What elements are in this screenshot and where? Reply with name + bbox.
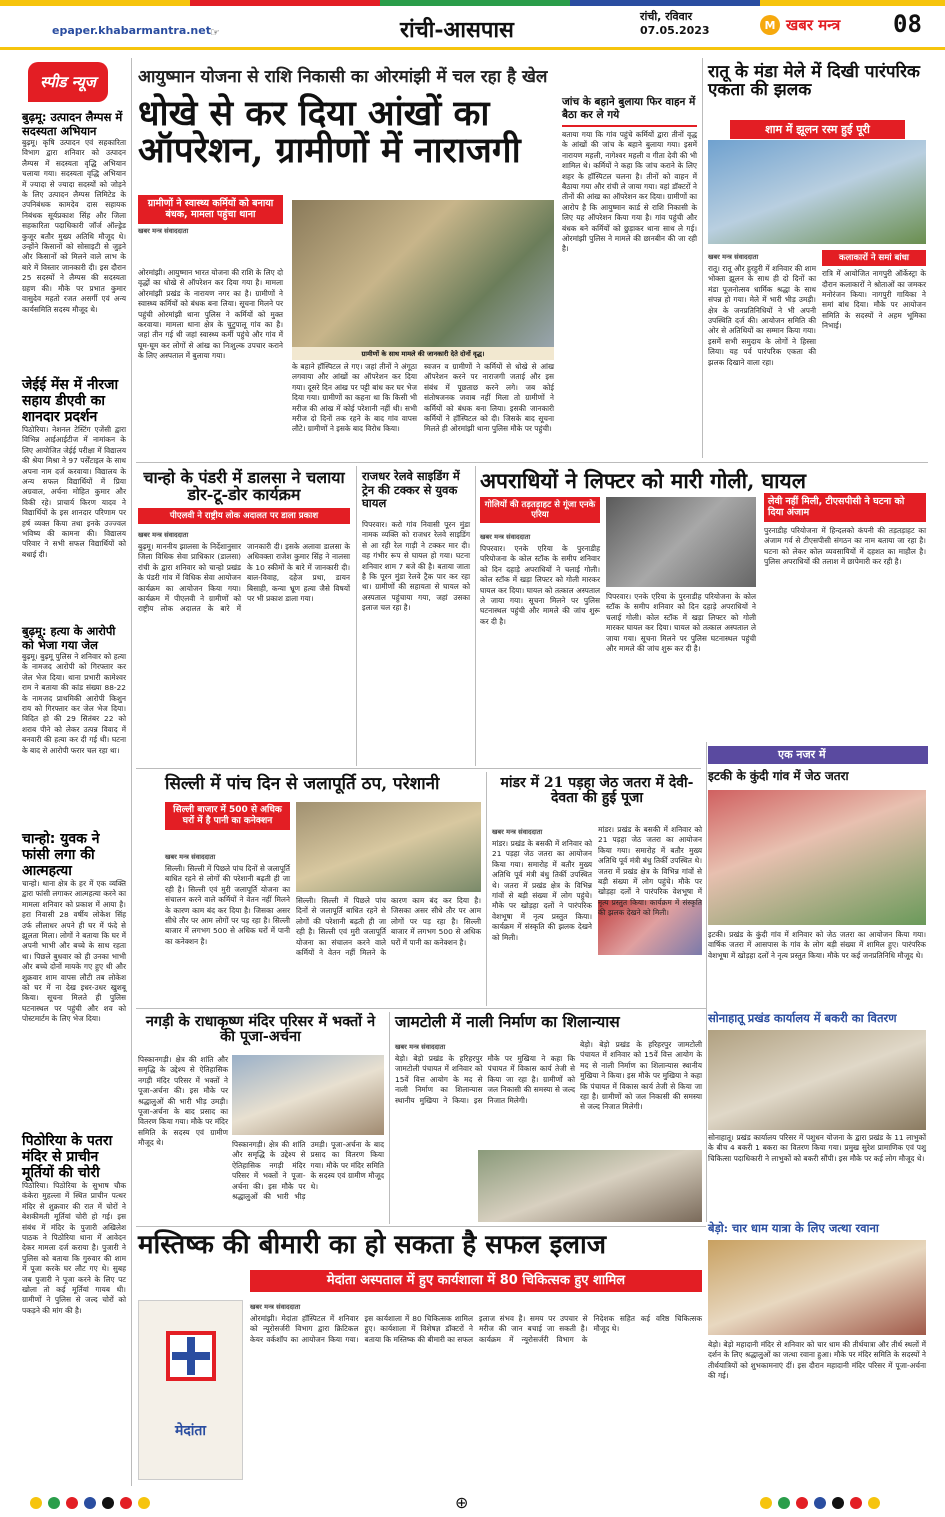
cursor-icon: ☞ (210, 26, 220, 39)
nazar-item1-photo (708, 790, 926, 925)
lifter-story (480, 530, 600, 759)
silli-text-col2: सिल्ली। सिल्ली में पिछले पांच दिनों से जलापूर्ति बाधित रहने से लोगों की परेशानी बढ़ती ही जा रही है। सिल्ली एवं मुरी जलापूर्ति योजना का संचालन करने वाले कर्मियों ने वेतन नहीं मिलने के कारण काम बंद कर दिया है। जिसका असर सीधे तौर पर आम लोगों पर पड़ रहा है। सिल्ली बाजार में लगभग 500 से अधिक घरों में पानी का कनेक्शन है। (296, 896, 481, 958)
mandar-headline: मांडर में 21 पड़हा जेठ जतरा में देवी-देवता की हुई पूजा (500, 775, 694, 806)
sidebar-item-text: बुढ़मू। कृषि उत्पादन एवं सहकारिता विभाग द्वारा शनिवार को उत्पादन लैम्पस में सदस्यता वृद्धि अभियान चलाया गया। सदस्यता वृद्धि अभियान में ज्यादा से ज्यादा सदस्यों को जोड़ने के लिए उत्पादन लैम्पस लिमिटेड के उपनिबंधक कामदेव दास सहायक निबंधक सूर्यप्रकाश सिंह और जिला सहकारिता पदाधिकारी जॉर्ज ऑल्ड्रेड कुजूर बतौर मुख्य अतिथि मौजूद थे। उन्होंने किसानों को सोसाइटी से जुड़ने और किसानों को मिलने वाले लाभ के बारे में विस्तार जानकारी दी। इस दौरान 25 सदस्यों ने लैम्पस की सदस्यता ग्रहण की। मौके पर प्रभात कुमार वासुदेव महतो रजत असर्गी एवं अन्य कार्यसमिति सदस्य मौजूद थे। (22, 138, 126, 314)
jamtoli-text-col2: बेड़ो। बेड़ो प्रखंड के हरिहरपुर जामटोली पंचायत में शनिवार को 15वें वित्त आयोग के मद से नाली निर्माण का शिलान्यास स्थानीय मुखिया ने किया। इस मौके पर मुखिया ने कहा कि पंचायत में विकास कार्य तेजी से किया जा रहा है। ग्रामीणों को जल निकासी की समस्या से जल्द निजात मिलेगी। (580, 1040, 702, 1112)
page-footer (0, 1488, 945, 1517)
chanho-byline: खबर मन्त्र संवाददाता (138, 531, 189, 539)
page-number: 08 (893, 10, 922, 38)
nagdi-headline: नगड़ी के राधाकृष्ण मंदिर परिसर में भक्तों ने की पूजा-अर्चना (145, 1013, 376, 1046)
ratu-byline: खबर मन्त्र संवाददाता (708, 253, 759, 261)
medanta-text: ओरमांझी। मेदांता हॉस्पिटल में शनिवार को न्यूरोसर्जरी विभाग द्वारा क्रिटिकल केयर वर्कशॉप का आयोजन किया गया। इस कार्यशाला में 80 चिकित्सक शामिल हुए। कार्यशाला में विशेषज्ञ डॉक्टरों ने बताया कि मस्तिष्क की बीमारी का सफल इलाज संभव है। समय पर उपचार से मरीज की जान बचाई जा सकती है। कार्यक्रम में न्यूरोसर्जरी विभाग के निदेशक सहित कई वरिष्ठ चिकित्सक मौजूद थे। (250, 1314, 702, 1344)
silli-subheadline: सिल्ली बाजार में 500 से अधिक घरों में है पानी का कनेक्शन (165, 802, 290, 830)
lifter-side-text: पुरनाडीह परियोजना में हिन्दलको कंपनी की तड़तड़ाहट का अंजाम गर्व से टीएसपीसी संगठन का नाम बताया जा रहा है। घटना को लेकर कोल व्यवसायियों में दहशत का माहौल है। पुलिस अपराधियों की तलाश में छापेमारी कर रही है। (764, 525, 926, 566)
edition-date: 07.05.2023 (640, 24, 710, 37)
sidebar-item (22, 110, 126, 373)
mandar-story (492, 825, 592, 999)
silli-text: सिल्ली। सिल्ली में पिछले पांच दिनों से जलापूर्ति बाधित रहने से लोगों की परेशानी बढ़ती ही जा रही है। सिल्ली एवं मुरी जलापूर्ति योजना का संचालन करने वाले कर्मियों ने वेतन नहीं मिलने के कारण काम बंद कर दिया है। जिसका असर सीधे तौर पर आम लोगों पर पड़ रहा है। सिल्ली बाजार में लगभग 500 से अधिक घरों में पानी का कनेक्शन है। (165, 864, 290, 946)
lead-box-text: बताया गया कि गांव पहुंचे कर्मियों द्वारा तीनों वृद्ध के आंखों की जांच के बहाने बुलाया गया। इसमें नारायण महली, नागेश्वर महली व गीता देवी की भी शामिल थे। कर्मियों ने कहा कि जांच कराने के लिए शहर के हॉस्पिटल चलना है। तीनों को वाहन में बैठाया गया और रांची ले जाया गया। वहां डॉक्टरों ने तीनों की आंख का ऑपरेशन कर दिया। ग्रामीणों का आरोप है कि आयुष्मान कार्ड से राशि निकासी के लिए यह ऑपरेशन किया गया है। गांव पहुंची और बंधक बने कर्मियों को छुड़ाकर थाना साथ ले गई। ओरमांझी पुलिस ने मामले की छानबीन की जा रही है। (562, 130, 697, 254)
mandar-byline: खबर मन्त्र संवाददाता (492, 828, 543, 836)
silli-byline: खबर मन्त्र संवाददाता (165, 853, 216, 861)
lifter-byline: खबर मन्त्र संवाददाता (480, 533, 531, 541)
nazar-item3-text: बेड़ो। बेड़ो महादानी मंदिर से शनिवार को चार धाम की तीर्थयात्रा और तीर्थ स्थलों में दर्शन के लिए श्रद्धालुओं का जत्था रवाना हुआ। मौके पर मंदिर समिति के सदस्यों ने तीर्थयात्रियों को शुभकामनाएं दीं। इस दौरान महादानी मंदिर परिसर में पूजा-अर्चना की गई। (708, 1340, 926, 1381)
edition-city: रांची, रविवार (640, 10, 693, 23)
sidebar-item-head: जेईई मेंस में नीरजा सहाय डीएवी का शानदार प्रदर्शन (22, 377, 119, 425)
sidebar-item-text: बुढ़मू। बुढ़मू पुलिस ने शनिवार को हत्या के नामजद आरोपी को गिरफ्तार कर जेल भेज दिया। थाना प्रभारी कामेश्वर राम ने बताया की कांड संख्या 88-22 के नामजद प्राथमिकी आरोपी किशुन राय को गिरफ्तार कर जेल भेज दिया। विदित हो की 29 सितंबर 22 को शराब पीने को लेकर उत्पन्न विवाद में बनवारी की हत्या कर दी गई थी। घटना के बाद से आरोपी फरार चल रहा था। (22, 652, 126, 755)
medanta-logo: मेदांता (174, 1423, 207, 1439)
rajadhar-headline: राजधर रेलवे साइडिंग में ट्रेन की टक्कर से युवक घायल (362, 469, 460, 510)
ratu-text: रातू। रातू और हुरहुरी में शनिवार की शाम भोक्ता झूलन के साथ ही दो दिनों का मंडा पूजनोत्सव धार्मिक श्रद्धा के साथ संपन्न हो गया। मेले में भारी भीड़ उमड़ी। क्षेत्र के जनप्रतिनिधियों ने भी अपनी उपस्थिति दर्ज की। आयोजन समिति की ओर से अतिथियों का सम्मान किया गया। इसमें सभी समुदाय के लोगों ने हिस्सा लिया। यह पर्व पारंपरिक एकता की झलक दिखाने वाला रहा। (708, 264, 816, 367)
lead-text-col2: के बहाने हॉस्पिटल ले गए। जहां तीनों ने अंगूठा लगवाया और आंखों का ऑपरेशन कर दिया गया। दूसरे दिन आंख पर पट्टी बांध कर घर भेज दिया गया। ग्रामीणों का कहना था कि किसी भी मरीज की आंख में कोई परेशानी नहीं थी। सभी मरीज दो दिनों तक रहने के बाद गांव वापस लौटे। ग्रामीणों ने इसके बाद विरोध किया। (292, 362, 417, 434)
brand-logo-icon: M (760, 15, 780, 35)
lead-kicker: आयुष्मान योजना से राशि निकासी का ओरमांझी में चल रहा है खेल (138, 67, 548, 87)
ek-nazar-label: एक नजर में (708, 746, 928, 764)
ratu-side-title: कलाकारों ने समां बांधा (822, 250, 926, 266)
edition-info (640, 10, 710, 38)
lead-photo-caption: ग्रामीणों के साथ मामले की जानकारी देते दोनों वृद्ध। (292, 347, 554, 360)
sidebar-item (22, 624, 126, 827)
ratu-story (708, 250, 816, 454)
lead-byline: खबर मन्त्र संवाददाता (138, 226, 189, 235)
jamtoli-headline: जामटोली में नाली निर्माण का शिलान्यास (395, 1012, 620, 1031)
sidebar-item-head: बुढ़मू: हत्या के आरोपी को भेजा गया जेल (22, 624, 116, 652)
lead-photo (292, 200, 554, 350)
lifter-photo (606, 497, 756, 587)
sidebar-item-text: पिठोरिया। नेशनल टेस्टिंग एजेंसी द्वारा विभिन्न आईआईटीज में नामांकन के लिए आयोजित जेईई परीक्षा में विद्यालय की श्रेया मिश्रा ने 97 पर्सेंटाइल के साथ अपना नाम दर्ज करवाया। विद्यालय के अन्य सफल विद्यार्थियों में प्रिया अग्रवाल, अर्चना मोहित कुमार और विकी रहे। प्राचार्य किरण यादव ने विद्यार्थियों के इस शानदार परिणाम पर हर्ष व्यक्त किया तथा इनके उज्ज्वल भविष्य की कामना की। विद्यालय परिवार ने सभी सफल विद्यार्थियों को बधाई दी। (22, 425, 126, 559)
chanho-story (138, 528, 350, 772)
lifter-side-subheadline: लेवी नहीं मिली, टीएसपीसी ने घटना को दिया अंजाम (764, 493, 926, 522)
nazar-item1-title: इटकी के कुंदी गांव में जेठ जतरा (708, 769, 849, 783)
registration-mark-icon: ⊕ (455, 1493, 469, 1512)
ratu-headline: रातू के मंडा मेले में दिखी पारंपरिक एकता की झलक (708, 62, 920, 100)
sidebar-item-text: चान्हो। थाना क्षेत्र के हर में एक व्यक्ति द्वारा फांसी लगाकर आत्महत्या करने का मामला शनिवार को प्रकाश में आया है। हरा निवासी 28 वर्षीय लोकेश सिंह उर्फ लीलाधर अपने ही घर में फंदे से झूलता मिला। लोगों ने बताया कि घर में अपनी भाभी और बच्चे के साथ रहता था। पिछले बुधवार को ही उनका भाभी और बच्चे दोनों मायके गए हुए थी और शुक्रवार शाम वापस लौटी तब लोकेश को घर में ना देख इधर-उधर खुशबू किया। सूचना मिलते ही पुलिस घटनास्थल पर पहुंची और शव को पोस्टमार्टम के लिए भेज दिया। (22, 879, 126, 1024)
ratu-subheadline: शाम में झूलन रस्म हुई पूरी (730, 120, 905, 139)
sidebar-item-head: चान्हो: युवक ने फांसी लगा की आत्महत्या (22, 831, 100, 879)
nazar-item3-photo (708, 1240, 926, 1335)
lifter-text: पिपरवार। एनके एरिया के पुरनाडीह परियोजना के कोल स्टॉक के समीप शनिवार को दिन दहाड़े अपराधियों ने चलाई गोली। कोल स्टॉक में खड़ा लिफ्टर को गोली मारकर घायल कर दिया। घायल को तत्काल अस्पताल ले जाया गया। सूचना मिलने पर पुलिस घटनास्थल पहुंची और मामले की जांच शुरू कर दी है। (480, 544, 600, 626)
sidebar-item-head: पिठोरिया के पतरा मंदिर से प्राचीन मूर्तियों की चोरी (22, 1133, 113, 1181)
silli-headline: सिल्ली में पांच दिन से जलापूर्ति ठप, परेशानी (165, 774, 440, 794)
lead-text-col1: ओरमांझी। आयुष्मान भारत योजना की राशि के लिए दो वृद्धों का धोखे से ऑपरेशन कर दिया गया है। मामला ओरमांझी प्रखंड के नारायण नगर का है। ग्रामीणों ने स्वास्थ्य कर्मियों को बंधक बना लिया। सूचना मिलने पर पहुंची ओरमांझी थाना पुलिस ने कर्मियों को मुक्त करवाया। मामला थाना क्षेत्र के चुटुपालू गांव का है। जहां तीन गई थी जहां स्वास्थ्य कर्मी पहुंचे और गांव में घूम-घूम कर लोगों से आंख का निःशुल्क उपचार कराने के लिए अस्पताल में बुलाया गया। (138, 268, 283, 361)
brand-box (760, 12, 888, 38)
brand-name: खबर मन्त्र (786, 16, 841, 34)
sidebar-item (22, 377, 126, 620)
sidebar-item (22, 1133, 126, 1511)
sidebar-item (22, 831, 126, 1129)
nazar-item2-text: सोनाहातू। प्रखंड कार्यालय परिसर में पशुधन योजना के द्वारा प्रखंड के 11 लाभुकों के बीच 4 बकरी 1 बकरा का वितरण किया गया। प्रमुख सुरेश प्रामाणिक एवं पशु चिकित्सा पदाधिकारी ने लाभुकों को बकरी सौंपी। इस मौके पर कई लोग मौजूद थे। (708, 1133, 926, 1163)
nagdi-text-col2: पिस्कानगड़ी। क्षेत्र की शांति और समृद्धि के उद्देश्य से ऐतिहासिक नगड़ी मंदिर परिसर में भक्तों ने पूजा-अर्चना की। इस मौके पर श्रद्धालुओं की भारी भीड़ उमड़ी। पूजा-अर्चना के बाद प्रसाद का वितरण किया गया। मौके पर मंदिर समिति के सदस्य एवं ग्रामीण मौजूद थे। (232, 1140, 384, 1202)
jamtoli-byline: खबर मन्त्र संवाददाता (395, 1043, 446, 1051)
sidebar-item-head: बुढ़मू: उत्पादन लैम्पस में सदस्यता अभियान (22, 110, 123, 138)
rajadhar-text: पिपरवार। करो गांव निवासी पूरन मुंडा नामक व्यक्ति को राजधर रेलवे साइडिंग से आ रही रेल गाड़ी ने टक्कर मार दी। वह गंभीर रूप से घायल हो गया। घटना शनिवार शाम 7 बजे की है। बताया जाता है कि पूरन मुंडा रेलवे ट्रैक पार कर रहा था। ग्रामीणों की सहायता से घायल को अस्पताल पहुंचाया गया, जहां उसका इलाज चल रहा है। (362, 520, 470, 613)
medanta-story (250, 1300, 702, 1479)
lead-subheadline: ग्रामीणों ने स्वास्थ्य कर्मियों को बनाया बंधक, मामला पहुंचा थाना (138, 195, 283, 224)
speed-news-logo: स्पीड न्यूज (28, 62, 108, 102)
lead-text-col3: स्वजन व ग्रामीणों ने कर्मियों से धोखे से आंख ऑपरेशन करने पर नाराजगी जताई और इस संबंध में पूछताछ करने लगे। जब कोई संतोषजनक जवाब नहीं मिला तो ग्रामीणों ने कर्मियों को बंधक बना लिया। इसकी जानकारी कर्मियों ने हॉस्पिटल को दी। जिसके बाद सूचना मिलते ही ओरमांझी थाना पुलिस मौके पर पहुंची। (424, 362, 554, 434)
chanho-text: बुढ़मू। माननीय झालसा के निर्देशानुसार जिला विधिक सेवा प्राधिकार (डालसा) रांची के द्वारा शनिवार को चान्हो प्रखंड के पंडरी गांव में विधिक सेवा आयोजन कार्यक्रम का आयोजन किया गया। कार्यक्रम में पीएलवी ने ग्रामीणों को राष्ट्रीय लोक अदालत के बारे में जानकारी दी। इसके अलावा डालसा के अधिवक्ता राजेश कुमार सिंह ने नालसा के 10 स्कीमों के बारे में जानकारी दी। बाल-विवाह, दहेज प्रथा, डायन बिसाही, कन्या भ्रूण हत्या जैसे विषयों पर भी प्रकाश डाला गया। (138, 542, 350, 614)
silli-photo (296, 802, 481, 892)
ratu-side-story (822, 250, 926, 450)
lead-box-title: जांच के बहाने बुलाया फिर वाहन में बैठा कर ले गये (562, 96, 697, 127)
lifter-headline: अपराधियों ने लिफ्टर को मारी गोली, घायल (480, 468, 806, 493)
sidebar-item-text: पिठोरिया। पिठोरिया के सुभाष चौक कंकेरा मुहल्ला में स्थित प्राचीन पत्थर मंदिर से शुक्रवार की रात में चोरों ने बेशकीमती मूर्तियां चोरी हो गई। इस संबंध में मंदिर के पुजारी अखिलेश पाठक ने पिठोरिया थाना में आवेदन देकर मामला दर्ज कराया है। पुजारी ने पुलिस को बताया कि गुरुवार की शाम में पूजा करके घर लौट गए थे। सुबह जब पुजारी ने पूजा करने के लिए पट खोला तो कई मूर्तियां गायब थी। ग्रामीणों ने पुलिस से जल्द चोरों को पकड़ने की मांग की है। (22, 1181, 126, 1315)
lead-headline: धोखे से कर दिया आंखों का ऑपरेशन, ग्रामीणों में नाराजगी (138, 93, 521, 171)
sidebar (22, 110, 126, 1485)
site-url[interactable]: epaper.khabarmantra.net (52, 24, 211, 37)
lifter-text-col2: पिपरवार। एनके एरिया के पुरनाडीह परियोजना के कोल स्टॉक के समीप शनिवार को दिन दहाड़े अपराधियों ने चलाई गोली। कोल स्टॉक में खड़ा लिफ्टर को गोली मारकर घायल कर दिया। घायल को तत्काल अस्पताल ले जाया गया। सूचना मिलने पर पुलिस घटनास्थल पहुंची और मामले की जांच शुरू कर दी है। (606, 592, 756, 654)
nazar-item3-title: बेड़ो: चार धाम यात्रा के लिए जत्था रवाना (708, 1221, 879, 1235)
nazar-item2-title: सोनाहातू प्रखंड कार्यालय में बकरी का वितरण (708, 1011, 897, 1025)
medanta-cross-icon (166, 1331, 216, 1381)
medanta-subheadline: मेदांता अस्पताल में हुए कार्यशाला में 80 चिकित्सक हुए शामिल (250, 1270, 702, 1292)
silli-story (165, 850, 290, 1014)
ratu-side-text: रात्रि में आयोजित नागपुरी ऑर्केस्ट्रा के दौरान कलाकारों ने श्रोताओं का जमकर मनोरंजन किया। नागपुरी गायिका ने समां बांध दिया। मौके पर आयोजन समिति के सदस्यों ने अहम भूमिका निभाई। (822, 269, 926, 331)
chanho-headline: चान्हो के पंडरी में डालसा ने चलाया डोर-टू-डोर कार्यक्रम (143, 468, 345, 504)
chanho-subheadline: पीएलवी ने राष्ट्रीय लोक अदालत पर डाला प्रकाश (138, 508, 350, 524)
mandar-text: मांडर। प्रखंड के बसकी में शनिवार को 21 पड़हा जेठ जतरा का आयोजन किया गया। समारोह में बतौर मुख्य अतिथि पूर्व मंत्री बंधु तिर्की उपस्थित थे। जतरा में प्रखंड क्षेत्र के विभिन्न गांवों से बड़ी संख्या में लोग पहुंचे। मौके पर खोड़हा दलों ने पारंपरिक वेशभूषा में नृत्य प्रस्तुत किया। कार्यक्रम में संस्कृति की झलक देखने को मिली। (492, 839, 592, 942)
ratu-photo (708, 140, 926, 244)
page-section: रांची-आसपास (400, 17, 514, 43)
mandar-text-col2: मांडर। प्रखंड के बसकी में शनिवार को 21 पड़हा जेठ जतरा का आयोजन किया गया। समारोह में बतौर मुख्य अतिथि पूर्व मंत्री बंधु तिर्की उपस्थित थे। जतरा में प्रखंड क्षेत्र के विभिन्न गांवों से बड़ी संख्या में लोग पहुंचे। मौके पर खोड़हा दलों ने पारंपरिक वेशभूषा में नृत्य प्रस्तुत किया। कार्यक्रम में संस्कृति की झलक देखने को मिली। (598, 825, 702, 918)
nazar-item1-text: इटकी। प्रखंड के कुंदी गांव में शनिवार को जेठ जतरा का आयोजन किया गया। वार्षिक जतरा में आसपास के गांव के लोग बड़ी संख्या में शामिल हुए। पारंपरिक वेशभूषा में खोड़हा दलों ने नृत्य प्रस्तुत किया। मौके पर कई जनप्रतिनिधि मौजूद थे। (708, 930, 926, 960)
jamtoli-photo (478, 1150, 702, 1222)
nagdi-photo (232, 1055, 384, 1135)
lead-sub-box (138, 195, 283, 238)
nazar-item2-photo (708, 1030, 926, 1130)
medanta-photo (138, 1300, 243, 1480)
lifter-subheadline: गोलियों की तड़तड़ाहट से गूंजा एनके एरिया (480, 497, 600, 523)
jamtoli-text: बेड़ो। बेड़ो प्रखंड के हरिहरपुर जामटोली पंचायत में शनिवार को 15वें वित्त आयोग के मद से नाली निर्माण का शिलान्यास स्थानीय मुखिया ने किया। इस मौके पर मुखिया ने कहा कि पंचायत में विकास कार्य तेजी से किया जा रहा है। ग्रामीणों को जल निकासी की समस्या से जल्द निजात मिलेगी। (395, 1054, 575, 1105)
medanta-headline: मस्तिष्क की बीमारी का हो सकता है सफल इलाज (138, 1230, 607, 1260)
lifter-side-box (764, 493, 926, 736)
medanta-byline: खबर मन्त्र संवाददाता (250, 1303, 301, 1311)
nagdi-text: पिस्कानगड़ी। क्षेत्र की शांति और समृद्धि के उद्देश्य से ऐतिहासिक नगड़ी मंदिर परिसर में भक्तों ने पूजा-अर्चना की। इस मौके पर श्रद्धालुओं की भारी भीड़ उमड़ी। पूजा-अर्चना के बाद प्रसाद का वितरण किया गया। मौके पर मंदिर समिति के सदस्य एवं ग्रामीण मौजूद थे। (138, 1055, 228, 1148)
lead-side-box (562, 96, 697, 458)
